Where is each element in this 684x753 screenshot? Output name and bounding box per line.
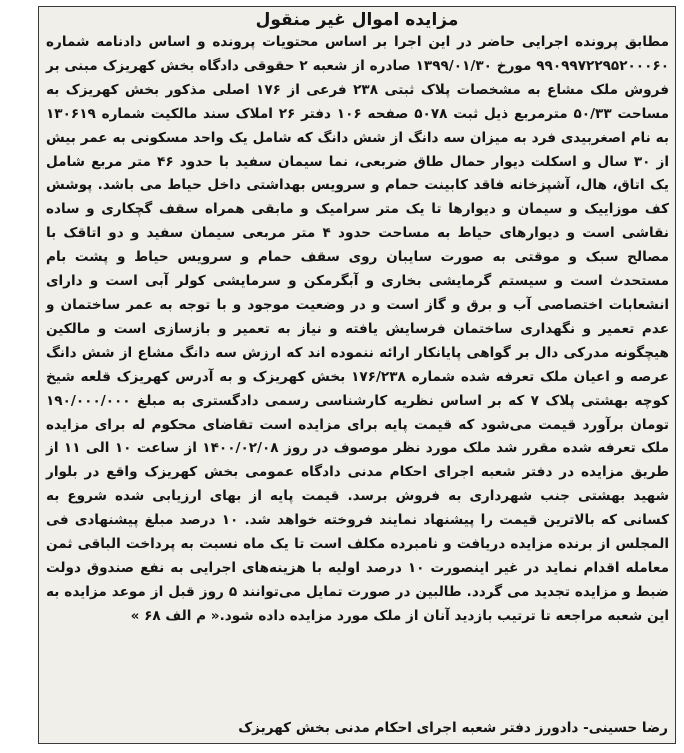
- notice-signature: رضا حسینی- دادورز دفتر شعبه اجرای احکام مدنی بخش کهریزک: [238, 720, 668, 736]
- notice-title: مزایده اموال غیر منقول: [255, 10, 459, 30]
- notice-body: مطابق پرونده اجرایی حاضر در این اجرا بر اساس محتویات پرونده و اساس دادنامه شماره ۹۹۰۹۹۷۲۲۹۵۲۰۰۰۶۰ مورخ ۱۳۹۹/۰۱/۳۰ صادره از شعبه ۲ حقوقی دادگاه بخش کهریزک مبنی بر فروش ملک مشاع به مشخصات پلاک ثبتی ۲۳۸ فرعی از ۱۷۶ اصلی مذکور بخش کهریزک به مساحت ۵۰/۳۳ مترمربع ذیل ثبت ۵۰۷۸ صفحه ۱۰۶ دفتر ۲۶ املاک سند مالکیت شماره ۱۳۰۶۱۹ به نام اصغربیدی فرد به میزان سه دانگ از شش دانگ که شامل یک واحد مسکونی به عمر بیش از ۳۰ سال و اسکلت دیوار حمال طاق ضربعی، نما سیمان سفید با حدود ۴۶ متر مربع شامل یک اتاق، هال، آشپزخانه فاقد کابینت حمام و سرویس بهداشتی داخل حیاط می باشد. پوشش کف موزاییک و سیمان و دیوارها تا یک متر سرامیک و مابقی همراه سقف گچکاری و ساده نقاشی است و دیوارهای حیاط به مساحت حدود ۴ متر مربعی سیمان سفید و دو اتاقک با مصالح سبک و موقتی به صورت سایبان روی سقف حمام و سرویس حیاط و پشت بام مستحدث است و سیستم گرمایشی بخاری و آبگرمکن و سرمایشی کولر آبی است و دارای انشعابات اختصاصی آب و برق و گاز است و در وضعیت موجود و با توجه به عمر ساختمان و عدم تعمیر و نگهداری ساختمان فرسایش یافته و نیاز به تعمیر و بازسازی است و مالکین هیچگونه مدرکی دال بر گواهی پایانکار ارائه ننموده اند که ارزش سه دانگ مشاع از شش دانگ عرصه و اعیان ملک تعرفه شده شماره ۱۷۶/۲۳۸ بخش کهریزک و به آدرس کهریزک قلعه شیخ کوچه بهشتی پلاک ۷ که بر اساس نظریه کارشناسی رسمی دادگستری به مبلغ ۱۹۰/۰۰۰/۰۰۰ تومان برآورد قیمت می‌شود که قیمت پایه برای مزایده است تقاضای محکوم له برای مزایده ملک تعرفه شده مقرر شد ملک مورد نظر موصوف در روز ۱۴۰۰/۰۲/۰۸ از ساعت ۱۰ الی ۱۱ از طریق مزایده در دفتر شعبه اجرای احکام مدنی دادگاه عمومی بخش کهریزک واقع در بلوار شهید بهشتی جنب شهرداری به فروش برسد. قیمت پایه از بهای ارزیابی شده شروع به کسانی که بالاترین قیمت را پیشنهاد نمایند فروخته خواهد شد. ۱۰ درصد مبلغ پیشنهادی فی المجلس از برنده مزایده دریافت و نامبرده مکلف است تا یک ماه نسبت به پرداخت الباقی ثمن معامله اقدام نماید در غیر اینصورت ۱۰ درصد اولیه با هزینه‌های اجرایی به نفع صندوق دولت ضبط و مزایده تجدید می گردد. طالبین در صورت تمایل می‌توانند ۵ روز قبل از موعد مزایده به این شعبه مراجعه تا ترتیب بازدید آنان از ملک مورد مزایده داده شود.« م الف ۶۸ »: [46, 34, 670, 624]
- legal-notice: [38, 6, 676, 744]
